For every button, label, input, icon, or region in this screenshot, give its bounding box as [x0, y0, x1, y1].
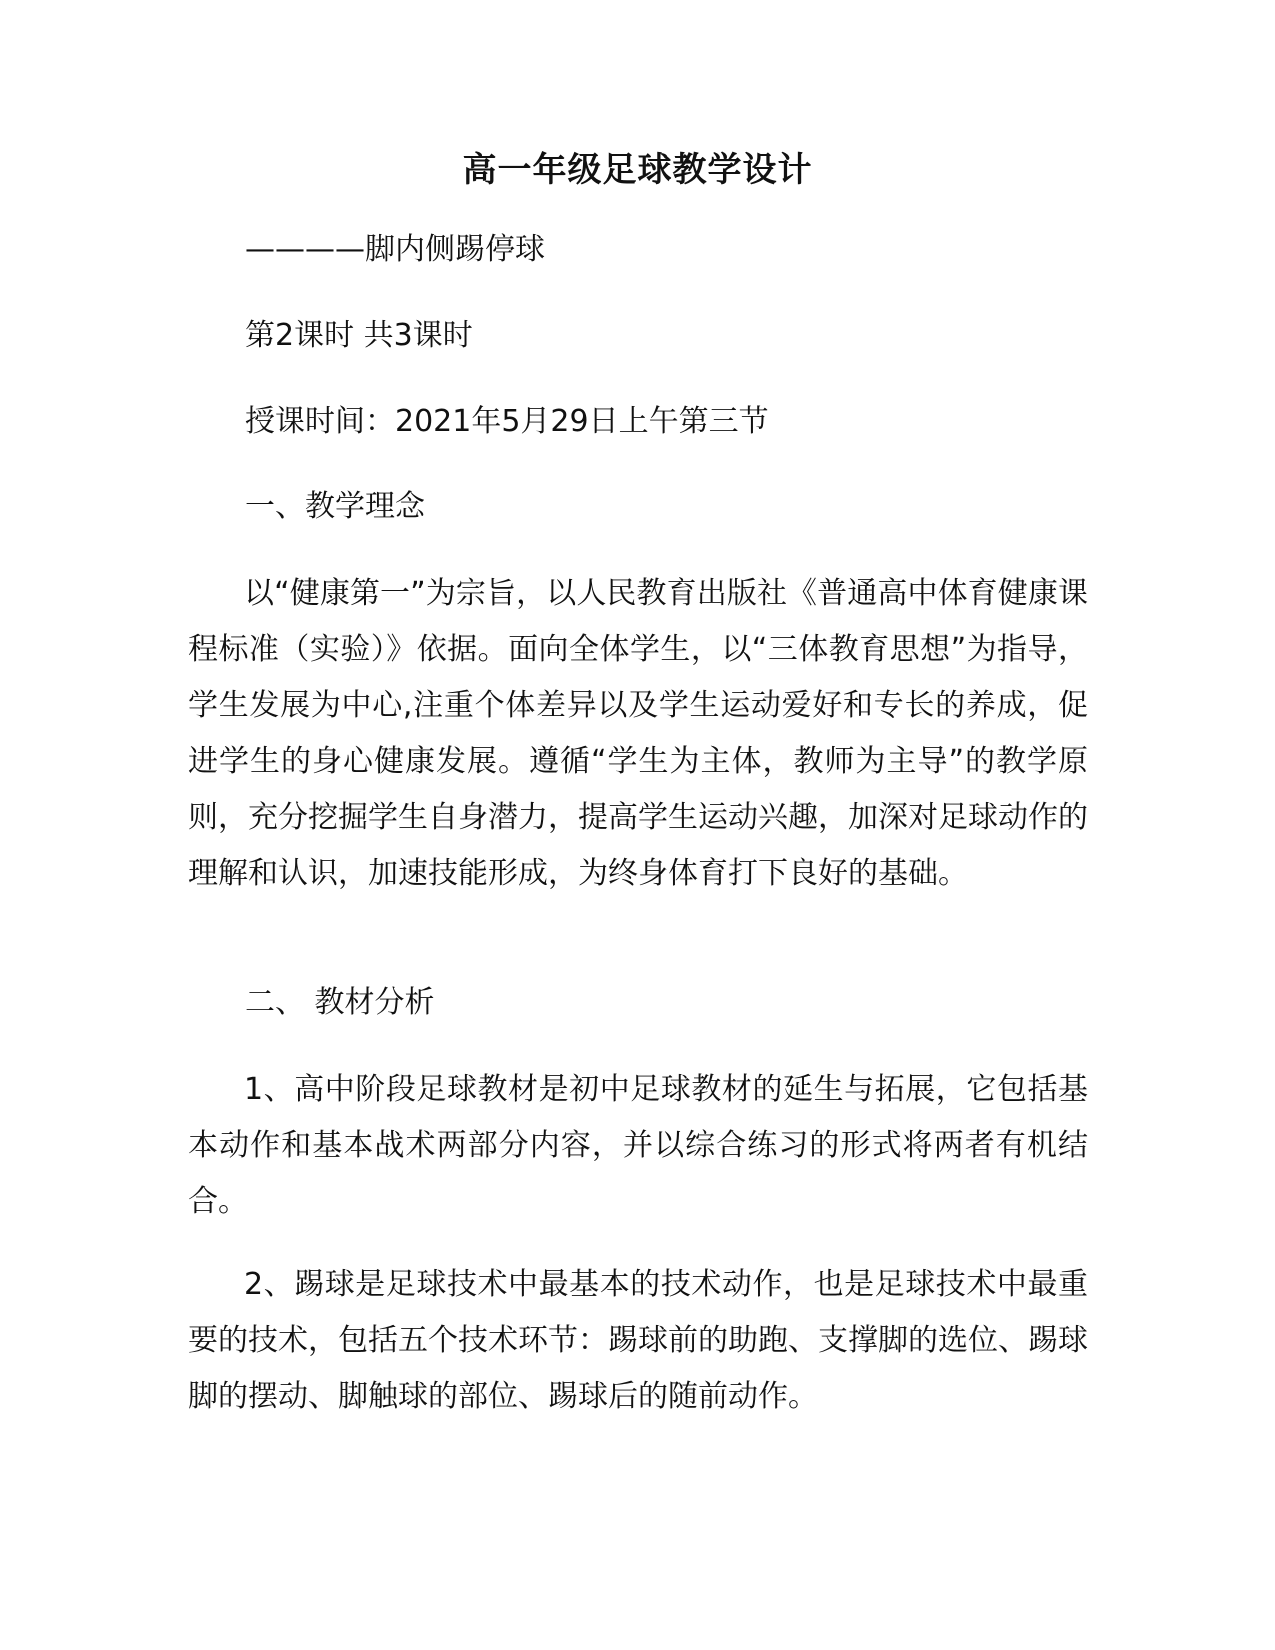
document-subtitle: ————脚内侧踢停球 — [245, 232, 545, 267]
section1-body: 以“健康第一”为宗旨，以人民教育出版社《普通高中体育健康课程标准（实验）》依据。面向全体学生，以“三体教育思想”为指导，学生发展为中心,注重个体差异以及学生运动爱好和专长的养成，促进学生的身心健康发展。遵循“学生为主体，教师为主导”的教学原则，充分挖掘学生自身潜力，提高学生运动兴趣，加深对足球动作的理解和认识，加速技能形成，为终身体育打下良好的基础。 — [188, 576, 1088, 891]
lesson-info: 第2课时 共3课时 — [245, 318, 473, 353]
section2-item-1: 1、高中阶段足球教材是初中足球教材的延生与拓展，它包括基本动作和基本战术两部分内容，并以综合练习的形式将两者有机结合。 — [188, 1072, 1088, 1219]
section2-heading: 二、 教材分析 — [245, 985, 435, 1020]
document-title: 高一年级足球教学设计 — [462, 150, 813, 190]
section1-heading: 一、教学理念 — [245, 489, 425, 524]
section2-item-2: 2、踢球是足球技术中最基本的技术动作，也是足球技术中最重要的技术，包括五个技术环节：踢球前的助跑、支撑脚的选位、踢球脚的摆动、脚触球的部位、踢球后的随前动作。 — [188, 1267, 1088, 1414]
lesson-time: 授课时间：2021年5月29日上午第三节 — [245, 404, 769, 439]
